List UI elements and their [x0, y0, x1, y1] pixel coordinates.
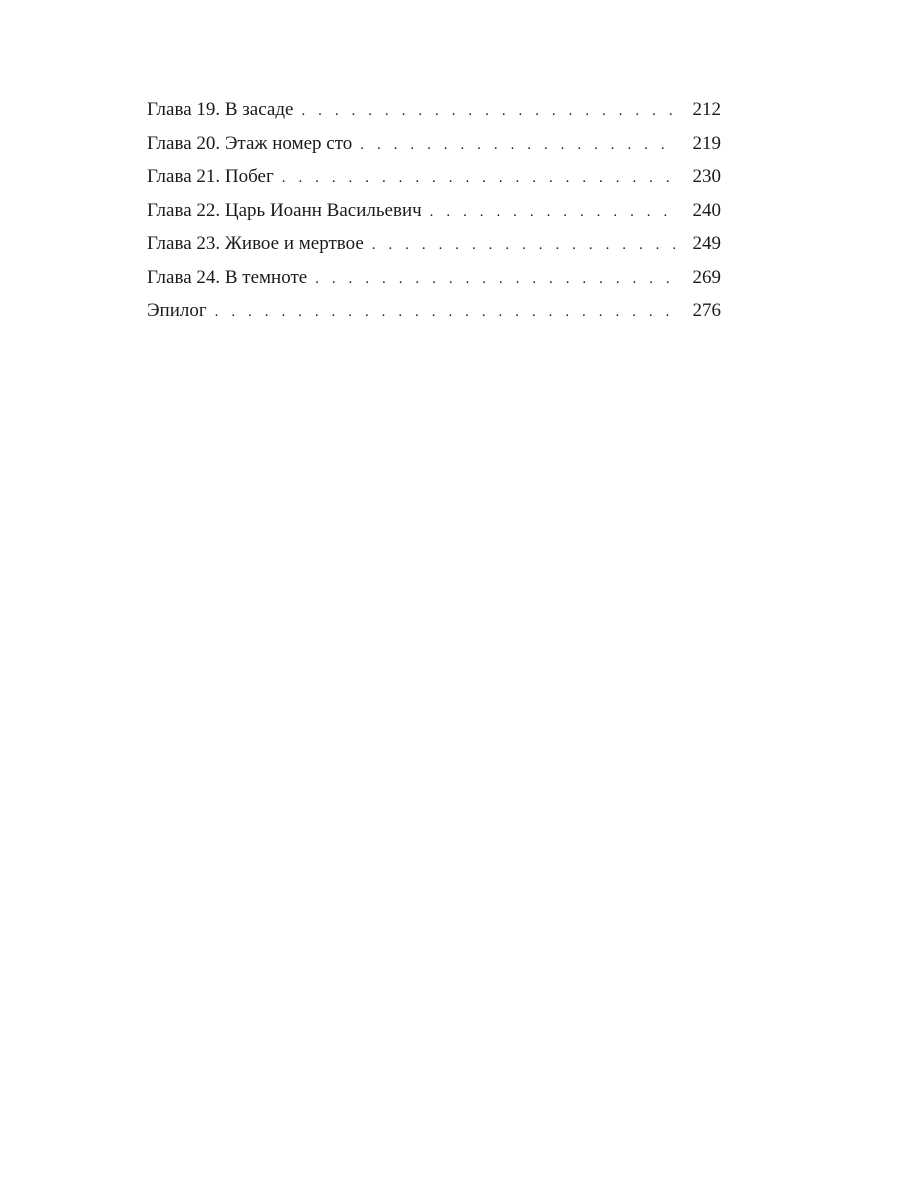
toc-entry-chapter-22 — [147, 197, 721, 231]
toc-entry-title: Эпилог — [147, 300, 207, 321]
table-of-contents — [147, 96, 721, 331]
toc-entry-page: 240 — [692, 199, 721, 221]
dot-leader — [301, 97, 675, 125]
toc-entry-epilogue — [147, 297, 721, 331]
dot-leader — [360, 131, 675, 159]
dot-leader — [282, 164, 675, 192]
toc-entry-page: 269 — [692, 266, 721, 288]
dot-leader — [372, 231, 675, 259]
toc-entry-page: 230 — [692, 166, 721, 187]
toc-entry-page: 219 — [692, 132, 721, 154]
dot-leader — [315, 265, 675, 293]
toc-entry-title: Глава 23. Живое и мертвое — [147, 233, 364, 254]
dot-leader — [215, 298, 675, 326]
toc-entry-chapter-24 — [147, 264, 721, 298]
toc-entry-chapter-23 — [147, 230, 721, 264]
toc-entry-chapter-19 — [147, 96, 721, 130]
toc-entry-page: 212 — [692, 99, 721, 120]
toc-entry-chapter-21 — [147, 163, 721, 197]
toc-entry-page: 249 — [692, 233, 721, 254]
toc-entry-page: 276 — [692, 300, 721, 321]
dot-leader — [430, 198, 675, 226]
toc-entry-title: Глава 19. В засаде — [147, 99, 294, 120]
toc-entry-title: Глава 24. В темноте — [147, 266, 308, 288]
toc-entry-title: Глава 22. Царь Иоанн Васильевич — [147, 199, 422, 221]
toc-entry-chapter-20 — [147, 130, 721, 164]
toc-entry-title: Глава 20. Этаж номер сто — [147, 132, 353, 154]
toc-entry-title: Глава 21. Побег — [147, 166, 274, 187]
